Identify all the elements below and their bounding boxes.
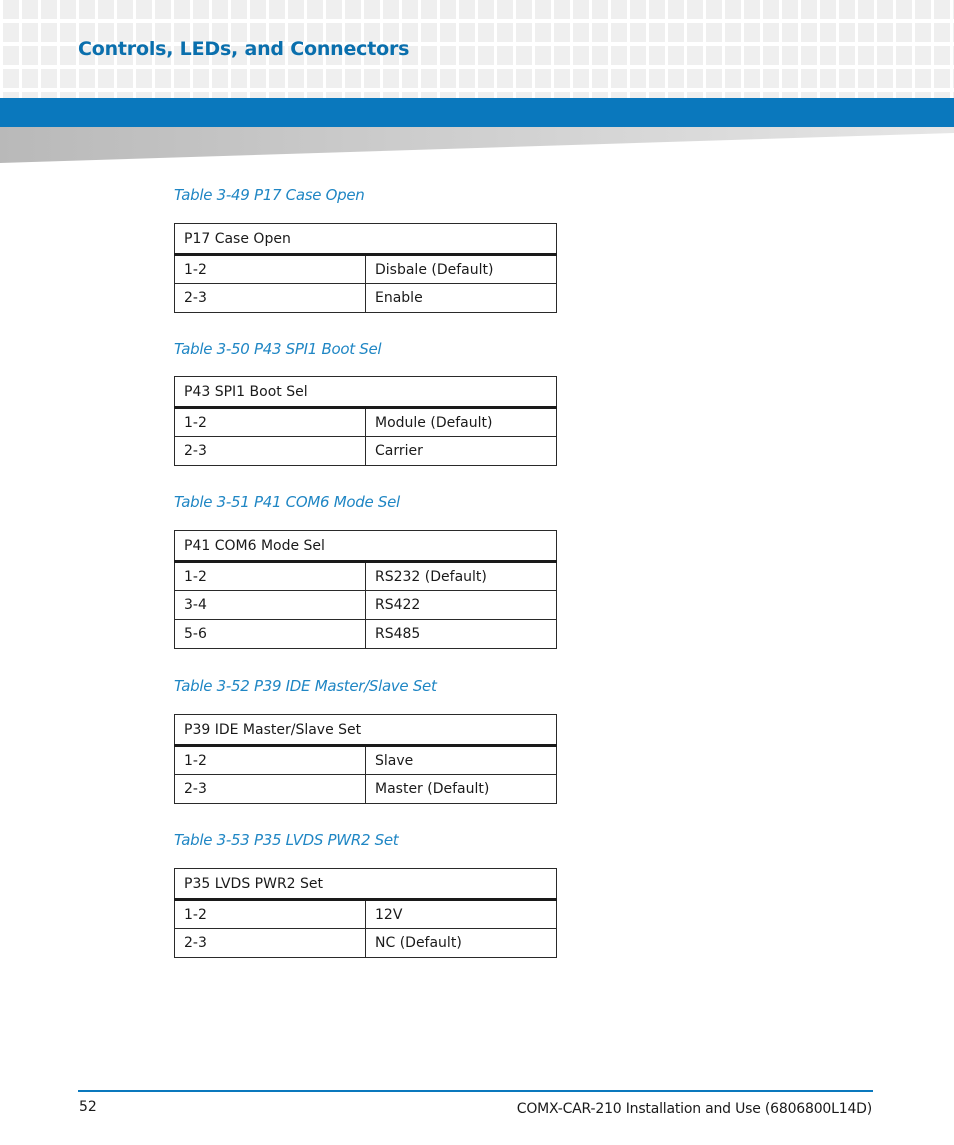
setting-cell: RS422 (366, 591, 557, 620)
table-row (175, 620, 557, 649)
setting-cell: Carrier (366, 437, 557, 466)
setting-cell: Slave (366, 746, 557, 775)
jumper-table (174, 530, 557, 649)
table-row (175, 746, 557, 775)
pins-cell: 5-6 (175, 620, 366, 649)
pins-cell: 1-2 (175, 746, 366, 775)
setting-cell: 12V (366, 900, 557, 929)
table-row (175, 408, 557, 437)
header-grey-wedge (0, 127, 954, 165)
setting-cell: RS232 (Default) (366, 562, 557, 591)
table-heading: P41 COM6 Mode Sel (175, 531, 557, 562)
header-blue-band (0, 98, 954, 127)
setting-cell: RS485 (366, 620, 557, 649)
table-heading: P39 IDE Master/Slave Set (175, 715, 557, 746)
pins-cell: 1-2 (175, 900, 366, 929)
pins-cell: 2-3 (175, 437, 366, 466)
setting-cell: Enable (366, 284, 557, 313)
jumper-table (174, 714, 557, 804)
table-row (175, 900, 557, 929)
table-heading: P43 SPI1 Boot Sel (175, 377, 557, 408)
jumper-table (174, 223, 557, 313)
table-caption: Table 3-52 P39 IDE Master/Slave Set (174, 677, 437, 695)
table-heading: P35 LVDS PWR2 Set (175, 869, 557, 900)
table-caption: Table 3-53 P35 LVDS PWR2 Set (174, 831, 399, 849)
table-caption: Table 3-50 P43 SPI1 Boot Sel (174, 340, 382, 358)
table-row (175, 255, 557, 284)
setting-cell: Module (Default) (366, 408, 557, 437)
pins-cell: 2-3 (175, 929, 366, 958)
footer-rule (78, 1090, 873, 1092)
jumper-table (174, 376, 557, 466)
page-number: 52 (79, 1099, 97, 1115)
setting-cell: NC (Default) (366, 929, 557, 958)
setting-cell: Disbale (Default) (366, 255, 557, 284)
pins-cell: 1-2 (175, 562, 366, 591)
pins-cell: 1-2 (175, 408, 366, 437)
pins-cell: 2-3 (175, 284, 366, 313)
table-row (175, 929, 557, 958)
section-title: Controls, LEDs, and Connectors (78, 38, 410, 60)
setting-cell: Master (Default) (366, 775, 557, 804)
table-row (175, 284, 557, 313)
pins-cell: 3-4 (175, 591, 366, 620)
table-heading: P17 Case Open (175, 224, 557, 255)
table-row (175, 591, 557, 620)
document-title: COMX-CAR-210 Installation and Use (6806800L14D) (516, 1101, 872, 1117)
table-caption: Table 3-51 P41 COM6 Mode Sel (174, 493, 400, 511)
table-row (175, 562, 557, 591)
pins-cell: 1-2 (175, 255, 366, 284)
jumper-table (174, 868, 557, 958)
table-row (175, 775, 557, 804)
pins-cell: 2-3 (175, 775, 366, 804)
table-caption: Table 3-49 P17 Case Open (174, 186, 365, 204)
table-row (175, 437, 557, 466)
